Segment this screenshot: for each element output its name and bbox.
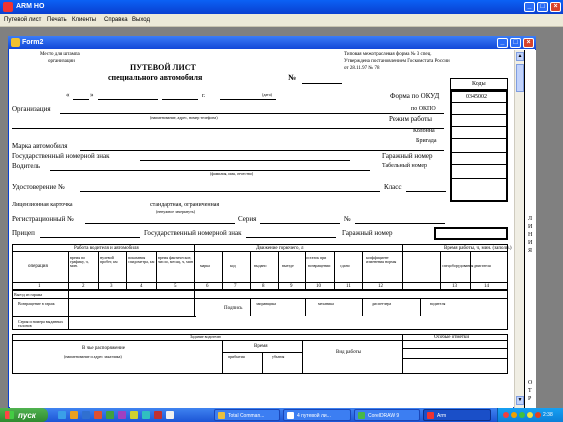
car-brand-field[interactable] <box>80 150 444 151</box>
col-number: 5 <box>174 284 177 289</box>
class-field[interactable] <box>406 191 446 192</box>
trailer-plate-field[interactable] <box>246 237 336 238</box>
vertical-scrollbar[interactable] <box>514 50 524 408</box>
tab-label: Табельный номер <box>382 163 428 169</box>
driver-hint: (фамилия, имя, отчество) <box>210 171 254 176</box>
arm-app-icon <box>427 412 434 419</box>
maximize-button[interactable]: □ <box>537 2 548 12</box>
menu-item-clients[interactable]: Клиенты <box>72 17 97 23</box>
column-label: Колонна <box>413 128 435 134</box>
date-month-field[interactable] <box>98 99 158 100</box>
stamp-label: Место для штампа <box>40 52 80 57</box>
tray-icon[interactable] <box>527 412 533 418</box>
sig-mechanic: механика <box>318 301 334 306</box>
col-header-return: возвращении <box>308 263 331 268</box>
org-hint: (наименование, адрес, номер телефона) <box>150 115 218 120</box>
col-header-code: код <box>230 263 236 268</box>
minimize-button[interactable]: _ <box>524 2 535 12</box>
task-arm[interactable]: Arm <box>423 409 491 421</box>
col-number: 3 <box>110 284 113 289</box>
app-icon[interactable] <box>118 411 126 419</box>
col-number: 6 <box>206 284 209 289</box>
trailer-label: Прицеп <box>12 229 35 237</box>
tray-icon[interactable] <box>503 412 509 418</box>
tray-icon[interactable] <box>519 412 525 418</box>
col-header-brand: марка <box>200 263 210 268</box>
document-title: Form2 <box>22 39 44 46</box>
close-button[interactable]: × <box>550 2 561 12</box>
start-button[interactable] <box>0 408 48 422</box>
driver-label: Водитель <box>12 162 41 170</box>
signature-label: Подпись <box>224 306 243 311</box>
col-header-speedometer: показания спидометра, км <box>128 255 155 264</box>
task-waybill-doc[interactable]: 4 путевой ли... <box>283 409 351 421</box>
trailer-garage-label: Гаражный номер <box>342 229 393 237</box>
menu-item-exit[interactable]: Выход <box>132 17 150 23</box>
mode-label: Режим работы <box>389 115 433 123</box>
task-total-commander[interactable]: Total Comman... <box>214 409 280 421</box>
form-reference: Типовая межотраслевая форма № 3 спец. <box>344 52 432 57</box>
codes-header: Коды <box>472 81 486 87</box>
total-commander-icon <box>218 412 225 419</box>
start-label: пуск <box>18 411 36 420</box>
car-brand-label: Марка автомобиля <box>12 142 68 150</box>
num-label: № <box>344 215 351 223</box>
license-field[interactable] <box>80 191 380 192</box>
col-header-schedule: время по графику, ч, мин. <box>70 255 89 268</box>
menu-bar <box>0 14 563 27</box>
tear-line-char: Я <box>528 248 533 254</box>
sig-dispatcher: диспетчера <box>372 301 392 306</box>
col-header-coef: коэффициент изменения нормы <box>366 255 397 264</box>
codes-box <box>450 90 508 202</box>
browser-icon[interactable] <box>82 411 90 419</box>
col-number: 12 <box>378 284 383 289</box>
disposal-label: В чье распоряжение <box>82 346 125 351</box>
scroll-down-icon[interactable]: ▼ <box>517 398 523 403</box>
menu-item-help[interactable]: Справка <box>104 17 128 23</box>
work-table-rows <box>12 290 508 330</box>
license-label: Удостоверение № <box>12 183 65 191</box>
document-title-bar <box>8 36 536 49</box>
col-header-out: выезде <box>282 263 294 268</box>
tear-line-char: И <box>528 224 533 230</box>
number-field[interactable] <box>302 83 342 84</box>
disposal-hint: (наименование и адрес заказчика) <box>64 354 122 359</box>
okud-label: Форма по ОКУД <box>390 92 440 100</box>
regnum-field[interactable] <box>85 223 235 224</box>
coreldraw-icon <box>358 412 365 419</box>
app-icon[interactable] <box>142 411 150 419</box>
col-number: 8 <box>262 284 265 289</box>
stamp-label: организации <box>48 59 75 64</box>
form-title: ПУТЕВОЙ ЛИСТ <box>130 63 196 72</box>
arrival-label: прибытия <box>228 354 245 359</box>
app-title-bar <box>0 0 563 14</box>
row-exit-label: Выезд из гаража <box>14 292 43 297</box>
col-header-remaining: остаток при <box>306 255 327 260</box>
col-number: 7 <box>234 284 237 289</box>
task-coreldraw[interactable]: CorelDRAW 9 <box>354 409 420 421</box>
system-tray <box>497 408 563 422</box>
col-number: 2 <box>82 284 85 289</box>
clock: 2:38 <box>543 412 553 418</box>
year-suffix: г. <box>202 93 206 99</box>
col-number: 10 <box>316 284 321 289</box>
col-number: 14 <box>484 284 489 289</box>
col-number: 11 <box>346 284 351 289</box>
doc-close-button[interactable]: × <box>523 38 534 48</box>
col-number: 1 <box>38 284 41 289</box>
okpo-label: по ОКПО <box>411 106 436 112</box>
col-number: 9 <box>290 284 293 289</box>
work-section-header: Работа водителя и автомобиля <box>74 246 139 251</box>
col-header-handed: сдано <box>340 263 350 268</box>
tear-line-char: Н <box>528 232 533 238</box>
form-icon <box>11 38 20 47</box>
departure-label: убытия <box>272 354 285 359</box>
org-field[interactable] <box>60 113 444 114</box>
brigade-label: Бригада <box>416 138 437 144</box>
date-quote: » <box>90 91 94 99</box>
app-icon <box>3 2 13 12</box>
series-label: Серия <box>238 215 257 223</box>
app-icon[interactable] <box>166 411 174 419</box>
date-year-field[interactable] <box>162 99 198 100</box>
waybill-form <box>10 50 513 408</box>
org-label: Организация <box>12 105 51 113</box>
date-quote: « <box>66 91 70 99</box>
card-hint: (ненужное зачеркнуть) <box>156 209 196 214</box>
time-label: Время <box>254 344 268 349</box>
windows-logo-icon <box>5 411 14 419</box>
class-label: Класс <box>384 183 402 191</box>
sig-driver: водителя <box>430 301 446 306</box>
tear-line-char: О <box>528 380 533 386</box>
desktop-icon[interactable] <box>58 411 66 419</box>
card-value: стандартная, ограниченная <box>150 202 220 208</box>
trailer-field[interactable] <box>40 237 140 238</box>
app-icon[interactable] <box>106 411 114 419</box>
app-icon[interactable] <box>154 411 162 419</box>
ticket-series-label: Серия и номера выданных талонов <box>18 319 64 328</box>
tear-line-char: Т <box>528 388 532 394</box>
form-subtitle: специального автомобиля <box>108 73 203 82</box>
form-reference: Утверждена постановлением Госкомстата России <box>344 59 450 64</box>
special-marks-label: Особые отметки <box>434 335 469 340</box>
word-doc-icon <box>287 412 294 419</box>
series-field[interactable] <box>260 223 340 224</box>
garage-label: Гаражный номер <box>382 152 433 160</box>
tray-icon[interactable] <box>511 412 517 418</box>
number-sign: № <box>288 73 297 82</box>
doc-minimize-button[interactable]: _ <box>497 38 508 48</box>
sig-refueler: заправщика <box>256 301 276 306</box>
tray-icon[interactable] <box>535 412 541 418</box>
col-header-zero-run: нулевой пробег, км <box>100 255 118 264</box>
col-header-actual-time: время фактическое, число, месяц, ч, мин <box>158 255 193 264</box>
folder-icon[interactable] <box>70 411 78 419</box>
scroll-thumb[interactable] <box>516 64 524 92</box>
app-title: ARM HO <box>16 3 45 10</box>
scroll-up-icon[interactable]: ▲ <box>517 54 523 59</box>
reg-number-label: Государственный номерной знак <box>12 152 110 160</box>
reg-number-field[interactable] <box>140 160 350 161</box>
app-icon[interactable] <box>130 411 138 419</box>
col-number: 13 <box>452 284 457 289</box>
card-label: Лицензионная карточка <box>12 202 73 208</box>
col-header-operation: операция <box>28 264 48 269</box>
regnum-label: Регистрационный № <box>12 215 74 223</box>
work-type-label: Вид работы <box>336 350 362 355</box>
task-section-header: Задание водителю <box>190 334 222 339</box>
menu-item-waybill[interactable]: Путевой лист <box>4 17 42 23</box>
col-header-issued: выдано <box>254 263 267 268</box>
menu-item-print[interactable]: Печать <box>47 17 67 23</box>
tear-line-char: Р <box>528 396 532 402</box>
col-number: 4 <box>140 284 143 289</box>
trailer-plate-label: Государственный номерной знак <box>144 229 242 237</box>
date-hint: (дата) <box>262 92 272 97</box>
tear-line-char: Л <box>528 216 533 222</box>
col-header-engine: двигателя <box>474 263 491 268</box>
form-reference: от 28.11.97 № 78 <box>344 66 380 71</box>
num-field[interactable] <box>355 223 445 224</box>
fuel-section-header: Движение горючего, л <box>256 246 304 251</box>
col-header-special: спецоборудования <box>442 263 474 268</box>
hours-section-header: Время работы, ч, мин. (заполн.) <box>444 246 512 251</box>
okud-code: 0345002 <box>466 94 487 100</box>
tear-line-strip <box>524 50 536 408</box>
media-icon[interactable] <box>94 411 102 419</box>
tear-line-char: И <box>528 240 533 246</box>
row-return-label: Возвращение в гараж <box>18 301 55 306</box>
doc-maximize-button[interactable]: □ <box>510 38 521 48</box>
trailer-garage-box[interactable] <box>434 227 508 240</box>
date-day-field[interactable] <box>73 99 89 100</box>
